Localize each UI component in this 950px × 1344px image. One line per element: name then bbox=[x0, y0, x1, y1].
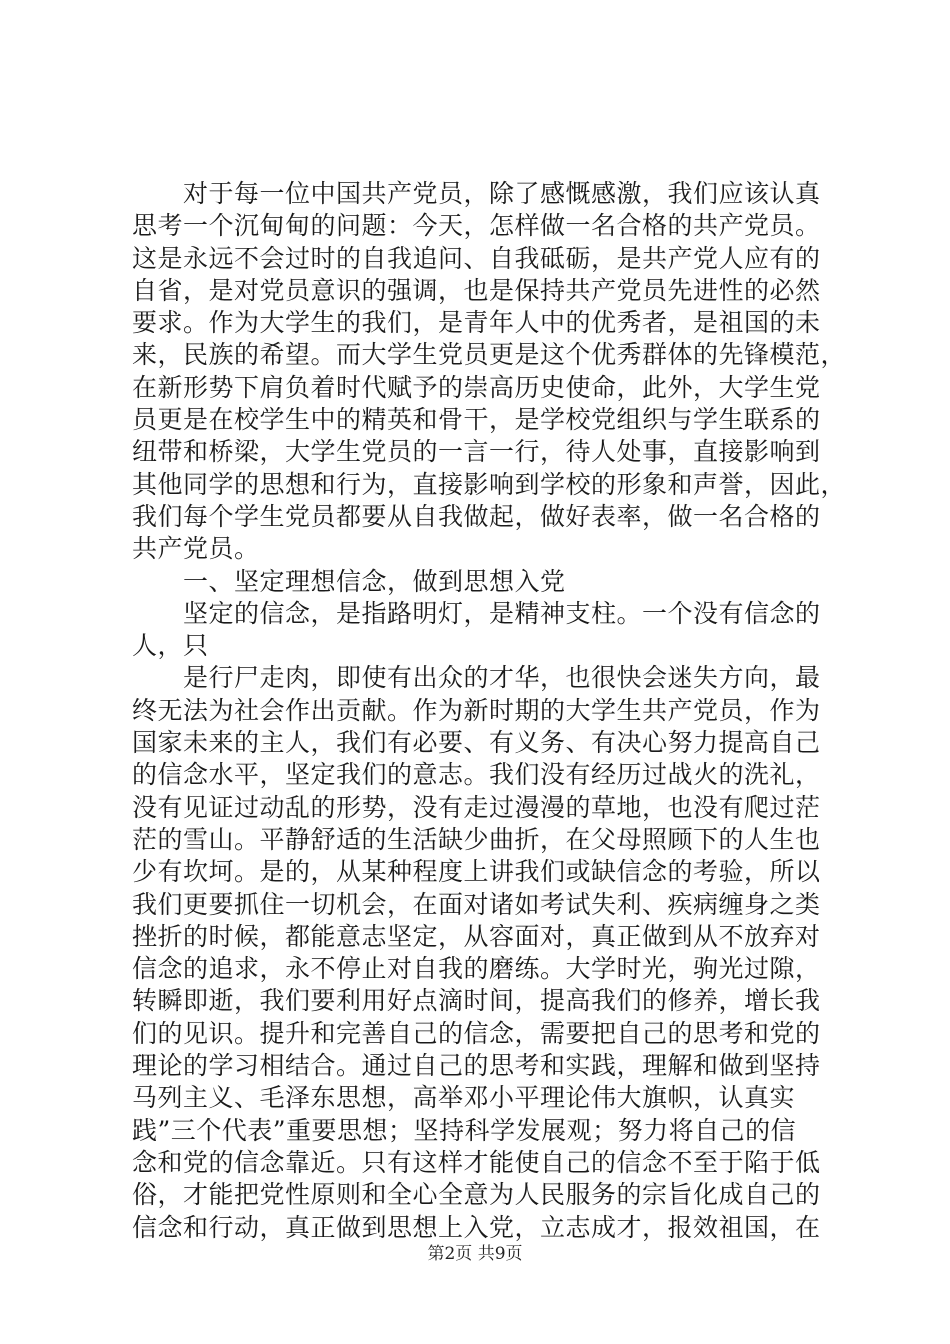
text-line: 国家未来的主人，我们有必要、有义务、有决心努力提高自己 bbox=[132, 728, 821, 758]
text-line: 其他同学的思想和行为，直接影响到学校的形象和声誉，因此， bbox=[132, 469, 847, 499]
text-line: 人，只 bbox=[132, 631, 209, 661]
text-line: 挫折的时候，都能意志坚定，从容面对，真正做到从不放弃对 bbox=[132, 921, 821, 951]
text-line: 对于每一位中国共产党员，除了感慨感激，我们应该认真 bbox=[132, 179, 821, 208]
text-line: 信念的追求，永不停止对自我的磨练。大学时光，驹光过隙， bbox=[132, 954, 821, 984]
text-line: 我们更要抓住一切机会，在面对诸如考试失利、疾病缠身之类 bbox=[132, 889, 821, 919]
text-line: 这是永远不会过时的自我追问、自我砥砺，是共产党人应有的 bbox=[132, 243, 821, 273]
text-line: 践”三个代表”重要思想；坚持科学发展观；努力将自己的信 bbox=[132, 1115, 797, 1145]
text-line: 我们每个学生党员都要从自我做起，做好表率，做一名合格的 bbox=[132, 501, 821, 531]
text-line: 是行尸走肉，即使有出众的才华，也很快会迷失方向，最 bbox=[132, 663, 821, 693]
text-line: 念和党的信念靠近。只有这样才能使自己的信念不至于陷于低 bbox=[132, 1147, 821, 1177]
text-line: 要求。作为大学生的我们，是青年人中的优秀者，是祖国的未 bbox=[132, 308, 821, 338]
text-line: 自省，是对党员意识的强调，也是保持共产党员先进性的必然 bbox=[132, 275, 821, 305]
text-line: 转瞬即逝，我们要利用好点滴时间，提高我们的修养，增长我 bbox=[132, 986, 821, 1016]
text-line: 少有坎坷。是的，从某种程度上讲我们或缺信念的考验，所以 bbox=[132, 857, 821, 887]
text-line: 马列主义、毛泽东思想，高举邓小平理论伟大旗帜，认真实 bbox=[132, 1083, 796, 1113]
text-line: 俗，才能把党性原则和全心全意为人民服务的宗旨化成自己的 bbox=[132, 1180, 821, 1210]
text-line: 们的见识。提升和完善自己的信念，需要把自己的思考和党的 bbox=[132, 1018, 821, 1048]
text-line: 茫的雪山。平静舒适的生活缺少曲折，在父母照顾下的人生也 bbox=[132, 824, 821, 854]
text-line: 信念和行动，真正做到思想上入党，立志成才，报效祖国，在 bbox=[132, 1212, 821, 1242]
text-line: 一、坚定理想信念，做到思想入党 bbox=[132, 566, 566, 596]
text-line: 坚定的信念，是指路明灯，是精神支柱。一个没有信念的 bbox=[132, 598, 821, 628]
text-line: 纽带和桥梁，大学生党员的一言一行，待人处事，直接影响到 bbox=[132, 437, 821, 467]
page-footer: 第2页 共9页 bbox=[427, 1244, 523, 1264]
text-line: 员更是在校学生中的精英和骨干，是学校党组织与学生联系的 bbox=[132, 405, 821, 435]
text-line: 共产党员。 bbox=[132, 534, 260, 564]
text-line: 思考一个沉甸甸的问题：今天，怎样做一名合格的共产党员。 bbox=[132, 211, 821, 241]
text-line: 理论的学习相结合。通过自己的思考和实践，理解和做到坚持 bbox=[132, 1051, 821, 1081]
text-line: 在新形势下肩负着时代赋予的崇高历史使命，此外，大学生党 bbox=[132, 372, 821, 402]
text-line: 终无法为社会作出贡献。作为新时期的大学生共产党员，作为 bbox=[132, 695, 821, 725]
text-line: 来，民族的希望。而大学生党员更是这个优秀群体的先锋模范， bbox=[132, 340, 847, 370]
body-text bbox=[132, 178, 847, 1244]
text-line: 的信念水平，坚定我们的意志。我们没有经历过战火的洗礼， bbox=[132, 760, 821, 790]
text-line: 没有见证过动乱的形势，没有走过漫漫的草地，也没有爬过茫 bbox=[132, 792, 821, 822]
